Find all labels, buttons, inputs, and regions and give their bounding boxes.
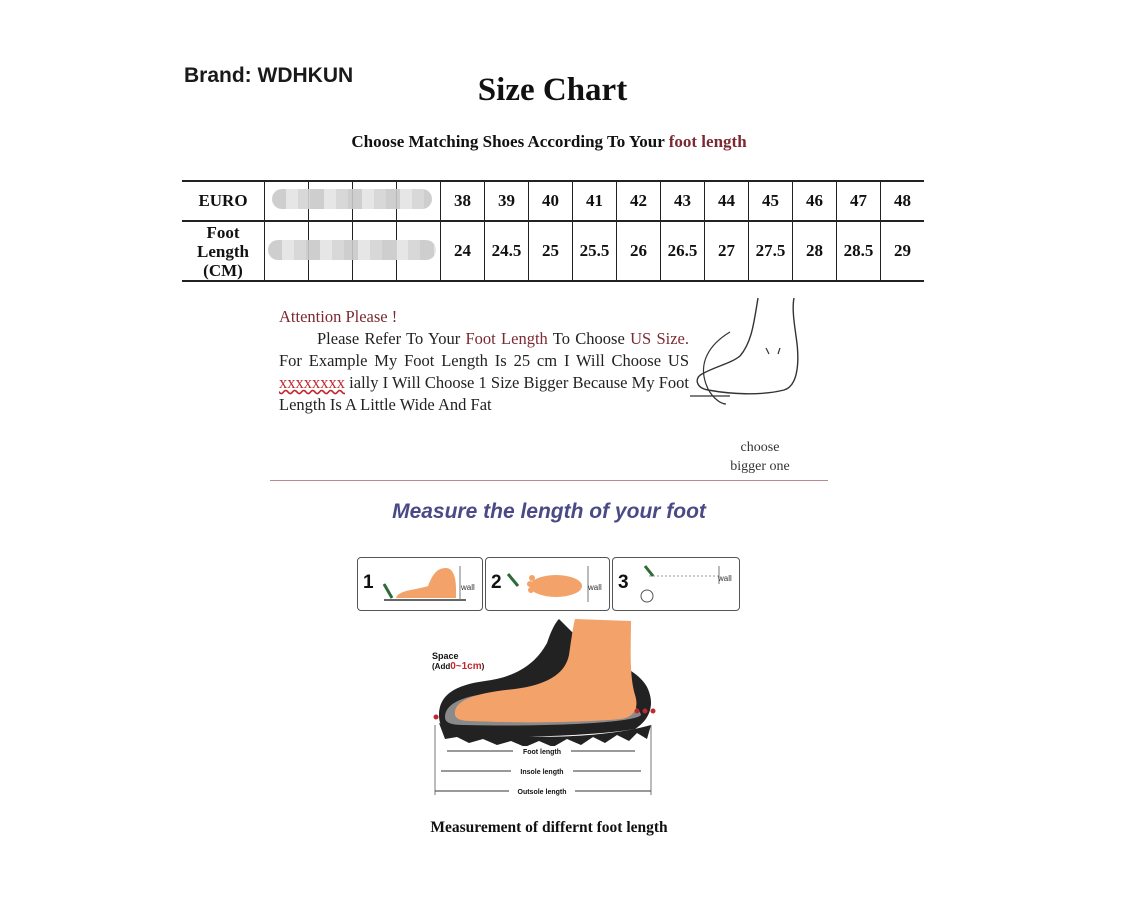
measure-title: Measure the length of your foot	[392, 500, 706, 523]
foot-length-cm: 27.5	[749, 221, 793, 281]
foot-length-label: Foot length	[522, 749, 562, 756]
note-text: For Example My Foot Length Is 25 cm I Will Choose US	[279, 351, 689, 370]
attention-note	[279, 306, 689, 416]
attention-heading: Attention Please !	[279, 307, 398, 326]
subtitle-highlight: foot length	[668, 132, 747, 151]
note-text: Please Refer To Your	[317, 329, 466, 348]
page-title: Size Chart	[477, 72, 628, 108]
choose-line: choose	[740, 440, 780, 455]
subtitle-text: Choose Matching Shoes According To Your	[351, 132, 669, 151]
euro-size: 43	[661, 181, 705, 221]
divider	[270, 480, 828, 481]
foot-length-cm: 29	[881, 221, 925, 281]
blurred-sizes	[268, 240, 436, 260]
foot-length-cm: 26	[617, 221, 661, 281]
note-text: To Choose	[547, 329, 631, 348]
choose-bigger-label	[722, 438, 798, 476]
euro-size: 40	[529, 181, 573, 221]
foot-length-cm: 25.5	[573, 221, 617, 281]
euro-size: 45	[749, 181, 793, 221]
outsole-length-label: Outsole length	[517, 789, 567, 796]
euro-size: 44	[705, 181, 749, 221]
step-number: 3	[618, 572, 629, 593]
note-foot-length: Foot Length	[465, 329, 548, 348]
measure-step-3	[612, 557, 740, 611]
step-number: 1	[363, 572, 374, 593]
note-text: ially I Will Choose 1 Size Bigger Because My Foot Length Is A Little Wide And Fat	[279, 373, 689, 414]
foot-sketch-illustration	[680, 292, 810, 412]
euro-size: 47	[837, 181, 881, 221]
svg-text:(Add0~1cm)	[432, 661, 485, 672]
foot-length-row-label	[182, 221, 265, 281]
add-label-prefix: (Add	[432, 662, 451, 671]
foot-length-cm: 27	[705, 221, 749, 281]
euro-size: 46	[793, 181, 837, 221]
shoe-measurement-diagram	[425, 615, 665, 805]
label-line: (CM)	[203, 260, 243, 280]
euro-size: 38	[441, 181, 485, 221]
measure-step-2	[485, 557, 610, 611]
foot-length-cm: 25	[529, 221, 573, 281]
measuring-tape-icon	[631, 562, 731, 606]
space-label: Space	[432, 651, 459, 661]
euro-row-label: EURO	[182, 181, 265, 221]
diagram-caption: Measurement of differnt foot length	[430, 819, 668, 836]
euro-size: 39	[485, 181, 529, 221]
euro-size: 41	[573, 181, 617, 221]
measure-step-1	[357, 557, 483, 611]
wall-label: wall	[461, 583, 475, 592]
add-label-suffix: )	[481, 662, 485, 671]
subtitle	[0, 132, 1098, 152]
wall-label: wall	[588, 583, 602, 592]
foot-length-cm: 28	[793, 221, 837, 281]
step-number: 2	[491, 572, 502, 593]
label-line: Foot	[206, 222, 240, 242]
euro-size: 42	[617, 181, 661, 221]
choose-line: bigger one	[730, 459, 790, 474]
note-masked-text: xxxxxxxx	[279, 373, 345, 392]
foot-length-cm: 28.5	[837, 221, 881, 281]
wall-label: wall	[718, 574, 732, 583]
label-line: Length	[197, 241, 249, 261]
euro-size: 48	[881, 181, 925, 221]
foot-length-cm: 24	[441, 221, 485, 281]
foot-length-cm: 26.5	[661, 221, 705, 281]
note-us-size: US Size.	[630, 329, 689, 348]
blurred-sizes	[272, 189, 432, 209]
add-range: 0~1cm	[450, 661, 482, 672]
foot-length-cm: 24.5	[485, 221, 529, 281]
insole-length-label: Insole length	[520, 769, 564, 776]
brand-label: Brand: WDHKUN	[184, 64, 354, 87]
